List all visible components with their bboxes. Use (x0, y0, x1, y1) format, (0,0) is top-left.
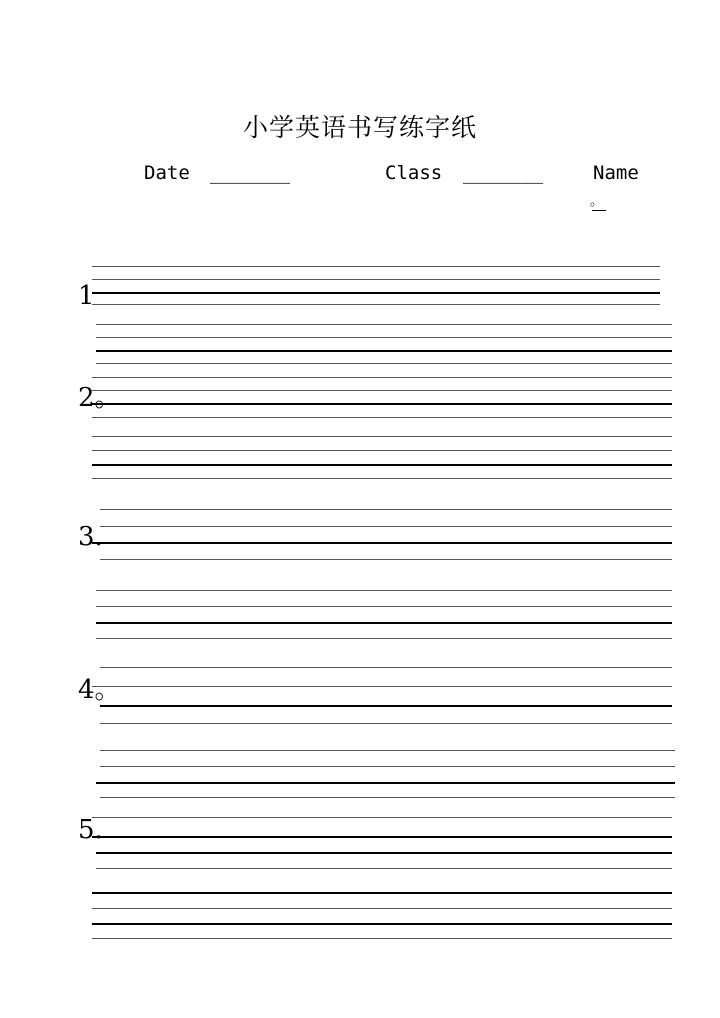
base-line (96, 782, 675, 784)
guide-line (92, 266, 660, 267)
section-number-3: 3. (78, 522, 103, 552)
base-line (100, 705, 672, 707)
class-blank: _______ (463, 162, 544, 184)
section-number-2: 2。 (78, 383, 121, 413)
guide-line (92, 304, 660, 305)
class-label: Class (385, 162, 443, 184)
guide-line (92, 817, 672, 818)
guide-line (100, 723, 672, 724)
guide-line (100, 766, 675, 767)
base-line (92, 292, 660, 294)
base-line (92, 892, 672, 894)
section-number-1: 1 (78, 281, 95, 311)
date-blank: _______ (210, 162, 291, 184)
base-line (92, 836, 672, 838)
base-line (92, 542, 672, 544)
guide-line (92, 390, 672, 391)
guide-line (96, 868, 672, 869)
date-label: Date (144, 162, 190, 184)
guide-line (100, 797, 675, 798)
guide-line (96, 363, 672, 364)
guide-line (92, 417, 672, 418)
guide-line (100, 509, 672, 510)
name-label: Name (593, 162, 639, 184)
guide-line (92, 436, 672, 437)
guide-line (100, 526, 672, 527)
guide-line (96, 638, 672, 639)
page-title: 小学英语书写练字纸 (242, 113, 477, 142)
guide-line (96, 324, 672, 325)
guide-line (92, 938, 672, 939)
base-line (96, 852, 672, 854)
guide-line (92, 377, 672, 378)
base-line (96, 622, 672, 624)
name-mark: 。 (590, 194, 604, 209)
guide-line (92, 450, 672, 451)
guide-line (92, 908, 672, 909)
guide-line (96, 337, 672, 338)
section-number-5: 5. (78, 815, 103, 845)
base-line (96, 350, 672, 352)
guide-line (96, 606, 672, 607)
base-line (92, 464, 672, 466)
guide-line (100, 667, 672, 668)
section-number-4: 4。 (78, 675, 121, 705)
guide-line (96, 590, 672, 591)
guide-line (92, 279, 660, 280)
guide-line (100, 559, 672, 560)
base-line (92, 403, 672, 405)
guide-line (92, 478, 672, 479)
guide-line (92, 686, 672, 687)
name-blank (592, 196, 606, 211)
guide-line (100, 750, 675, 751)
base-line (92, 923, 672, 925)
